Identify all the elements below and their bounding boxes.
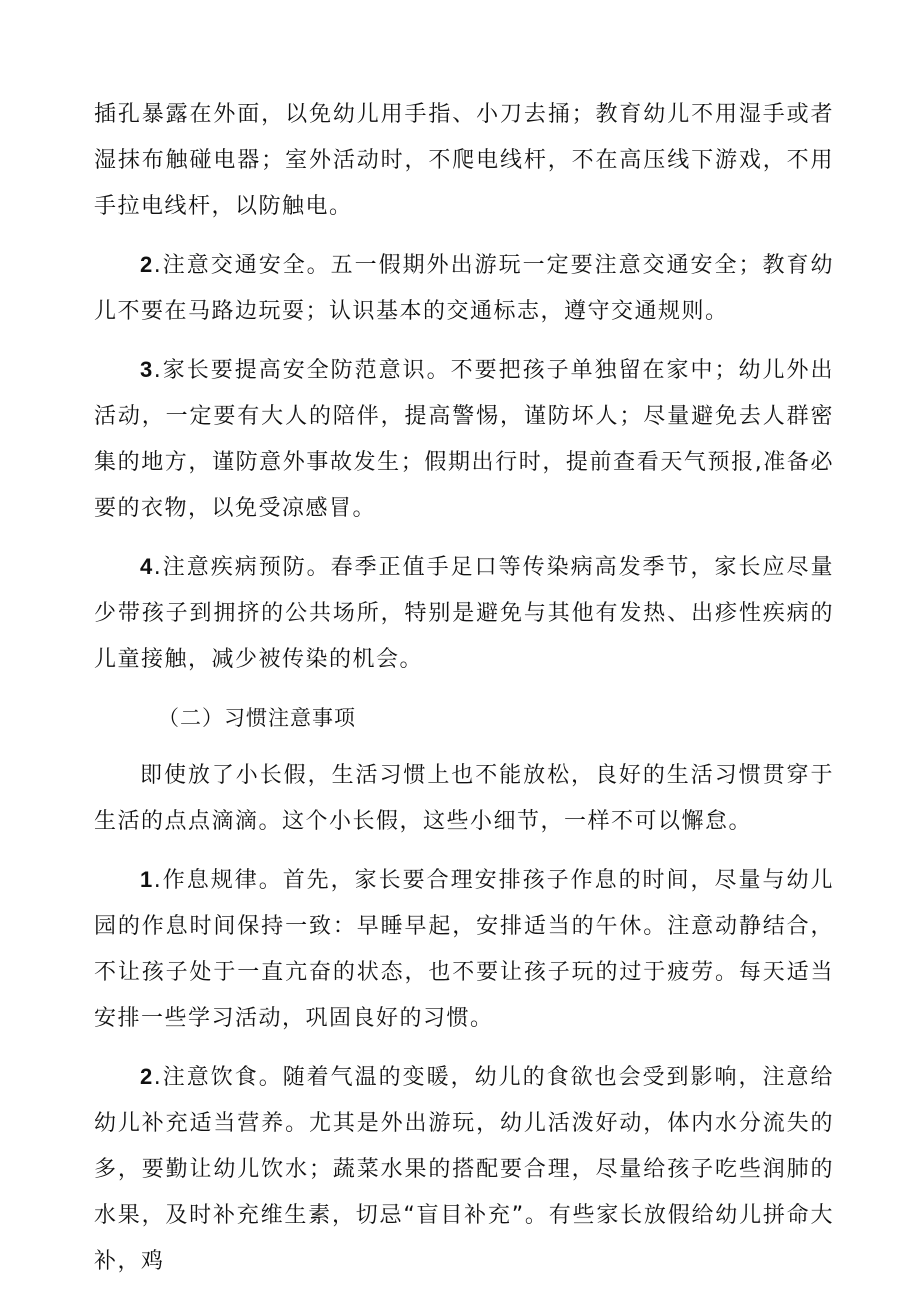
paragraph-disease-prevention: [94, 544, 834, 683]
item-number: 3: [140, 357, 154, 382]
paragraph-text: .注意饮食。随着气温的变暖，幼儿的食欲也会受到影响，注意给幼儿补充适当营养。尤其是外出游玩，幼儿活泼好动，体内水分流失的多，要勤让幼儿饮水；蔬菜水果的搭配要合理，尽量给孩子吃些润肺的水果，及时补充维生素，切忌“盲目补充”。有些家长放假给幼儿拼命大补，鸡: [94, 1065, 834, 1274]
paragraph-text: .注意交通安全。五一假期外出游玩一定要注意交通安全；教育幼儿不要在马路边玩耍；认识基本的交通标志，遵守交通规则。: [94, 253, 834, 324]
item-number: 4: [140, 554, 154, 579]
paragraph-text: .注意疾病预防。春季正值手足口等传染病高发季节，家长应尽量少带孩子到拥挤的公共场所，特别是避免与其他有发热、出疹性疾病的儿童接触，减少被传染的机会。: [94, 555, 834, 672]
item-number: 1: [140, 867, 154, 892]
paragraph-text: .家长要提高安全防范意识。不要把孩子单独留在家中；幼儿外出活动，一定要有大人的陪伴，提高警惕，谨防坏人；尽量避免去人群密集的地方，谨防意外事故发生；假期出行时，提前查看天气预报,准备必要的衣物，以免受凉感冒。: [94, 358, 834, 521]
paragraph-diet: [94, 1054, 834, 1285]
paragraph-text: .作息规律。首先，家长要合理安排孩子作息的时间，尽量与幼儿园的作息时间保持一致：早睡早起，安排适当的午休。注意动静结合，不让孩子处于一直亢奋的状态，也不要让孩子玩的过于疲劳。每天适当安排一些学习活动，巩固良好的习惯。: [94, 868, 834, 1031]
paragraph-traffic-safety: [94, 242, 834, 335]
paragraph-text: 插孔暴露在外面，以免幼儿用手指、小刀去捅；教育幼儿不用湿手或者湿抹布触碰电器；室外活动时，不爬电线杆，不在高压线下游戏，不用手拉电线杆，以防触电。: [94, 102, 834, 219]
paragraph-parent-awareness: [94, 347, 834, 532]
paragraph-text: 即使放了小长假，生活习惯上也不能放松，良好的生活习惯贯穿于生活的点点滴滴。这个小长假，这些小细节，一样不可以懈怠。: [94, 763, 834, 834]
paragraph-continuation: [94, 92, 834, 230]
document-page: [94, 92, 834, 1297]
paragraph-habits-intro: [94, 753, 834, 845]
paragraph-routine: [94, 857, 834, 1042]
item-number: 2: [140, 252, 154, 277]
item-number: 2: [140, 1064, 154, 1089]
section-heading: （二）习惯注意事项: [158, 706, 356, 730]
